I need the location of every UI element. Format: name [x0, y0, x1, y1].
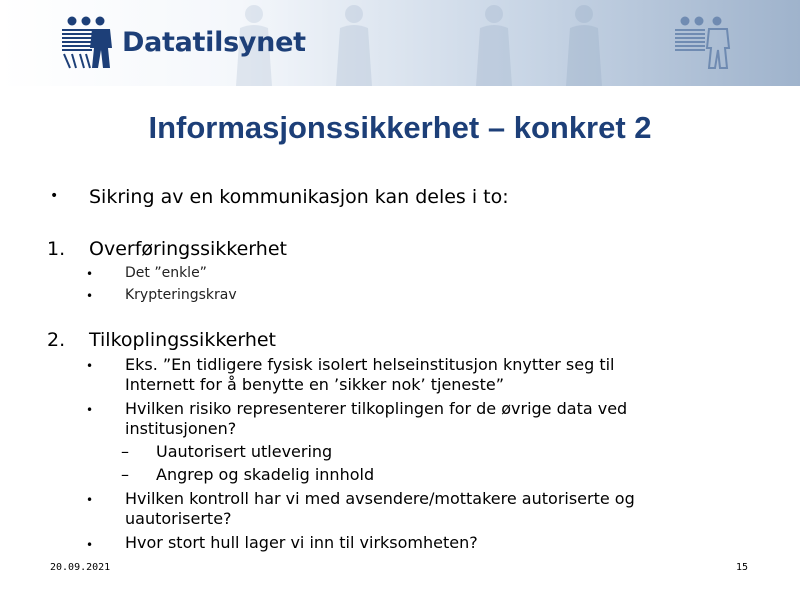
dash-marker: – — [121, 442, 129, 461]
bullet-marker: • — [86, 538, 94, 552]
logo-text: Datatilsynet — [122, 26, 306, 58]
person-silhouette-icon — [560, 2, 608, 86]
slide-title: Informasjonssikkerhet – konkret 2 — [148, 110, 652, 145]
list-item: Det ”enkle” — [125, 265, 207, 281]
footer-date: 20.09.2021 — [50, 562, 111, 573]
logo-figures-watermark-icon — [668, 14, 734, 70]
list-item: Eks. ”En tidligere fysisk isolert helseinstitusjon knytter seg til — [125, 355, 615, 374]
sub-list-item: Angrep og skadelig innhold — [156, 465, 375, 484]
page-number: 15 — [736, 562, 749, 573]
bullet-marker: • — [86, 493, 94, 507]
bullet-marker: • — [86, 359, 94, 373]
sub-list-item: Uautorisert utlevering — [156, 442, 333, 461]
bullet-marker: • — [86, 403, 94, 417]
section-number: 1. — [47, 238, 66, 260]
list-item-continuation: institusjonen? — [125, 419, 237, 438]
datatilsynet-logo — [58, 14, 306, 70]
person-silhouette-icon — [470, 2, 518, 86]
list-item: Hvor stort hull lager vi inn til virksomheten? — [125, 533, 478, 552]
list-item-continuation: Internett for å benytte en ’sikker nok’ tjeneste” — [125, 375, 505, 394]
header-banner — [0, 0, 800, 86]
list-item: Hvilken kontroll har vi med avsendere/mottakere autoriserte og — [125, 489, 635, 508]
bullet-marker: • — [86, 267, 94, 281]
section-heading: Tilkoplingssikkerhet — [89, 329, 277, 351]
list-item: Hvilken risiko representerer tilkoplingen for de øvrige data ved — [125, 399, 628, 418]
list-item-continuation: uautoriserte? — [125, 509, 232, 528]
bullet-marker: • — [50, 188, 59, 204]
person-silhouette-icon — [330, 2, 378, 86]
dash-marker: – — [121, 465, 129, 484]
list-item: Krypteringskrav — [125, 287, 237, 303]
section-heading: Overføringssikkerhet — [89, 238, 287, 260]
bullet-marker: • — [86, 289, 94, 303]
intro-text: Sikring av en kommunikasjon kan deles i to: — [89, 186, 509, 208]
logo-figures-icon — [58, 14, 118, 70]
section-number: 2. — [47, 329, 66, 351]
